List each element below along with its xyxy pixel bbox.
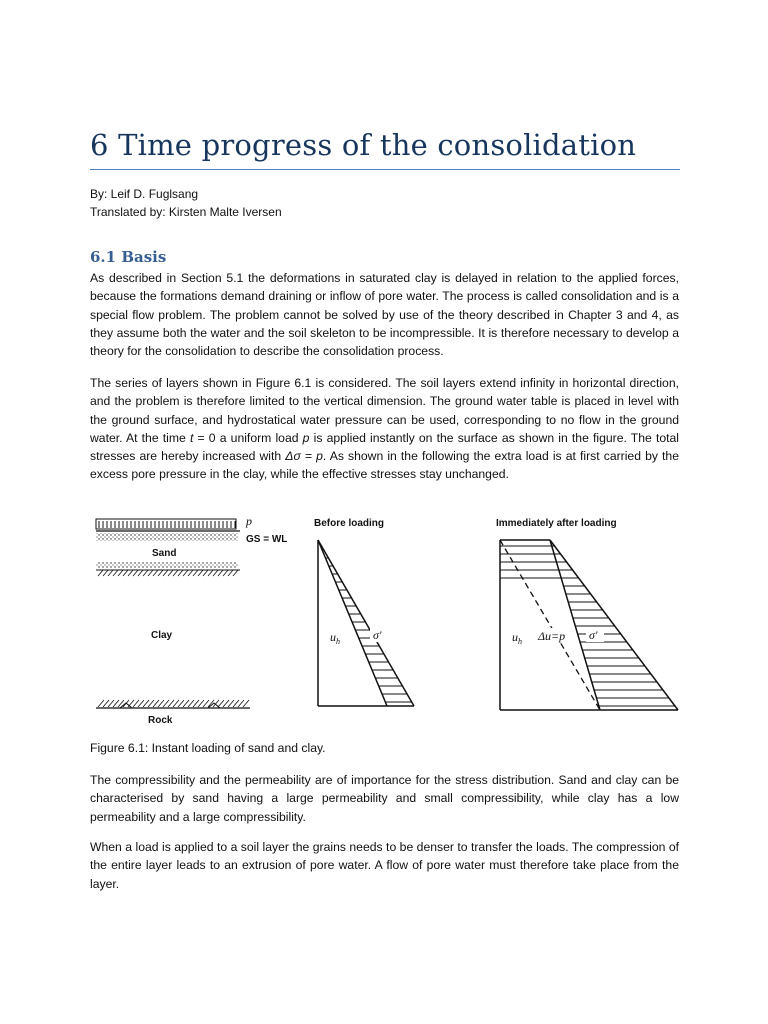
p2-text-c: is applied instantly on the surface as shown in the figure. The total stresses are hereby increased with [90, 430, 680, 464]
hatch-line [138, 700, 144, 707]
hatch-line [98, 700, 104, 707]
rock-hatch [98, 700, 249, 707]
before-loading-diagram [314, 518, 414, 706]
hatch-line [243, 700, 249, 707]
hatch-line [128, 570, 133, 576]
author-line: By: Leif D. Fuglsang [90, 187, 199, 201]
hatch-line [188, 570, 193, 576]
before-uh-sub: h [336, 637, 340, 646]
p2-delta-symbol: Δσ = p [285, 449, 323, 464]
hatch-line [123, 570, 128, 576]
after-total-line [550, 540, 678, 710]
hatch-line [193, 570, 198, 576]
after-uh-sub: h [518, 637, 522, 646]
hatch-line [198, 700, 204, 707]
sand-clay-hatch [98, 570, 238, 576]
rock-marks [120, 703, 220, 708]
p2-text-a: The series of layers shown in Figure 6.1 is considered. The soil layers extend infinity in horizontal direction, and the problem is therefore limited to the vertical dimension. The ground water table is placed in level with the ground surface, and hydrostatical water pressure can be used, corresponding to no flow in the ground water. At the time [90, 376, 679, 445]
before-uh-main: u [330, 630, 336, 644]
hatch-line [223, 700, 229, 707]
after-du-label: Δu=p [538, 629, 566, 643]
before-title: Before loading [314, 518, 385, 529]
before-sigma-label: σ' [373, 628, 382, 642]
hatch-line [143, 570, 148, 576]
hatch-line [133, 700, 139, 707]
hatch-line [148, 570, 153, 576]
before-effective-line [318, 540, 414, 706]
clay-label: Clay [151, 630, 173, 641]
p2-text-d: . As shown in the following the extra load is at first carried by the excess pore pressure in the clay, while the effective stresses stay unchanged. [90, 449, 679, 482]
hatch-line [213, 570, 218, 576]
load-label: p [246, 514, 252, 528]
paragraph-2 [90, 374, 679, 484]
gs-label: GS = WL [246, 534, 288, 545]
after-loading-diagram [496, 518, 678, 710]
hatch-line [183, 700, 189, 707]
section-heading: 6.1 Basis [90, 248, 167, 266]
hatch-line [163, 570, 168, 576]
figure-caption: Figure 6.1: Instant loading of sand and clay. [90, 741, 326, 755]
hatch-line [153, 570, 158, 576]
after-title: Immediately after loading [496, 518, 617, 529]
figure-6-1 [90, 510, 682, 726]
sand-layer-top [96, 533, 238, 541]
hatch-line [233, 700, 239, 707]
hatch-line [143, 700, 149, 707]
hatch-line [163, 700, 169, 707]
after-sigma-label: σ' [589, 628, 598, 642]
paragraph-1: As described in Section 5.1 the deformations in saturated clay is delayed in relation to the applied forces, because the formations demand draining or inflow of pore water. The process is called consolidation and is a special flow problem. The problem cannot be solved by use of the theory described in Chapter 3 and 4, as they assume both the water and the soil skeleton to be incompressible. It is therefore necessary to develop a theory for the consolidation to describe the consolidation process. [90, 271, 679, 359]
hatch-line [168, 570, 173, 576]
hatch-line [168, 700, 174, 707]
after-dashed-line [500, 540, 600, 710]
hatch-line [98, 570, 103, 576]
soil-profile [96, 514, 287, 726]
hatch-line [228, 570, 233, 576]
sand-layer-bottom [96, 562, 238, 568]
hatch-line [158, 570, 163, 576]
hatch-line [188, 700, 194, 707]
translator-line: Translated by: Kirsten Malte Iversen [90, 205, 282, 219]
hatch-line [103, 700, 109, 707]
paragraph-3: The compressibility and the permeability are of importance for the stress distribution. Sand and clay can be characterised by sand having a large permeability and small compressibility, while clay has a low permeability and a large compressibility. [90, 773, 679, 824]
hatch-line [218, 570, 223, 576]
hatch-line [203, 570, 208, 576]
after-uh-main: u [512, 630, 518, 644]
hatch-line [228, 700, 234, 707]
hatch-line [178, 570, 183, 576]
hatch-line [233, 570, 238, 576]
rock-label: Rock [148, 715, 173, 726]
hatch-line [173, 570, 178, 576]
figure-svg [90, 510, 682, 726]
hatch-line [133, 570, 138, 576]
hatch-line [118, 570, 123, 576]
hatch-line [103, 570, 108, 576]
hatch-line [148, 700, 154, 707]
hatch-line [138, 570, 143, 576]
hatch-line [208, 570, 213, 576]
hatch-line [183, 570, 188, 576]
p2-load-symbol: p [302, 430, 310, 445]
hatch-line [173, 700, 179, 707]
p2-text-b: = 0 a uniform load [193, 430, 303, 445]
hatch-line [113, 700, 119, 707]
after-hatch [500, 546, 675, 706]
hatch-line [113, 570, 118, 576]
load-ticks [99, 521, 235, 528]
paragraph-4: When a load is applied to a soil layer the grains needs to be denser to transfer the loads. The compression of the entire layer leads to an extrusion of pore water. A flow of pore water must therefore take place from the layer. [90, 840, 679, 891]
hatch-line [108, 700, 114, 707]
sand-label: Sand [152, 548, 177, 559]
hatch-line [158, 700, 164, 707]
hatch-line [178, 700, 184, 707]
chapter-title: 6 Time progress of the consolidation [90, 128, 637, 162]
title-rule [90, 169, 680, 170]
hatch-line [223, 570, 228, 576]
hatch-line [108, 570, 113, 576]
before-pore-line [318, 540, 387, 706]
after-effective-line [550, 540, 600, 710]
hatch-line [238, 700, 244, 707]
hatch-line [198, 570, 203, 576]
p2-time-symbol: t [189, 430, 194, 445]
before-uh-label [330, 630, 340, 646]
hatch-line [203, 700, 209, 707]
hatch-line [193, 700, 199, 707]
hatch-line [218, 700, 224, 707]
hatch-line [153, 700, 159, 707]
